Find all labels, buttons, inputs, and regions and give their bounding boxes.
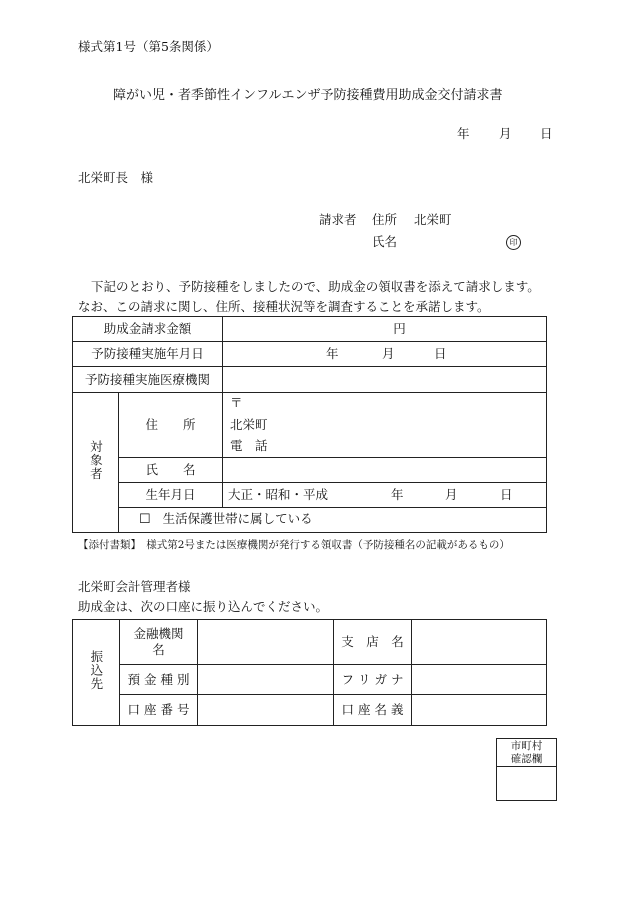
subject-phone-label: 電 話 (230, 438, 268, 453)
welfare-checkbox[interactable]: ☐ (139, 512, 151, 528)
date-year: 年 (457, 126, 470, 141)
account-holder-cell[interactable] (412, 695, 547, 726)
transfer-side-cell (73, 620, 120, 726)
furigana-cell[interactable] (412, 665, 547, 695)
institution-row (73, 367, 547, 393)
vaccination-month: 月 (382, 346, 395, 361)
branch-cell[interactable] (412, 620, 547, 665)
welfare-label: 生活保護世帯に属している (162, 511, 313, 527)
subject-town: 北栄町 (230, 417, 268, 432)
birth-day: 日 (500, 487, 513, 502)
amount-cell[interactable] (223, 317, 547, 342)
body-paragraph: 下記のとおり、予防接種をしましたので、助成金の領収書を添えて請求します。なお、この請求に関し、住所、接種状況等を調査することを承諾します。 (78, 279, 540, 314)
subject-address-row (73, 393, 547, 458)
account-number-cell[interactable] (198, 695, 334, 726)
date-month: 月 (499, 126, 512, 141)
postal-mark: 〒 (230, 395, 243, 410)
subject-name-label: 氏 名 (119, 458, 223, 483)
transfer-request: 助成金は、次の口座に振り込んでください。 (78, 599, 329, 614)
vaccination-day: 日 (434, 346, 447, 361)
bank-table (72, 619, 547, 726)
subject-name-row (73, 458, 547, 483)
confirm-label-line1: 市町村 (510, 739, 543, 752)
treasurer-addressee: 北栄町会計管理者様 (78, 579, 191, 594)
furigana-label: フ リ ガ ナ (334, 665, 412, 695)
seal-mark (506, 235, 521, 250)
birth-eras: 大正・昭和・平成 (228, 487, 329, 502)
institution-cell[interactable] (223, 367, 547, 393)
subject-address-label: 住 所 (119, 393, 223, 458)
vaccination-date-cell[interactable] (223, 342, 547, 367)
birth-month: 月 (445, 487, 458, 502)
subject-label: 対象者 (88, 440, 104, 481)
vaccination-date-label: 予防接種実施年月日 (73, 342, 223, 367)
subject-address-cell[interactable] (223, 393, 547, 458)
date-day: 日 (540, 126, 553, 141)
document-title: 障がい児・者季節性インフルエンザ予防接種費用助成金交付請求書 (113, 88, 503, 103)
confirm-header-row (497, 739, 557, 767)
bank-row (73, 620, 547, 665)
addressee: 北栄町長 様 (78, 170, 154, 185)
amount-label: 助成金請求金額 (73, 317, 223, 342)
transfer-side-label: 振込先 (88, 650, 104, 691)
birth-date-cell[interactable] (223, 483, 547, 508)
claimant-address-value[interactable]: 北栄町 (414, 212, 452, 227)
birth-date-label: 生年月日 (119, 483, 223, 508)
confirm-blank-row (497, 767, 557, 801)
account-number-label: 口 座 番 号 (120, 695, 198, 726)
claim-table (72, 316, 547, 533)
vaccination-year: 年 (326, 346, 339, 361)
account-number-row (73, 695, 547, 726)
bank-label: 金融機関名 (120, 620, 198, 665)
institution-label: 予防接種実施医療機関 (73, 367, 223, 393)
amount-unit: 円 (393, 321, 406, 337)
account-type-label: 預 金 種 別 (120, 665, 198, 695)
subject-label-cell (73, 393, 119, 533)
vaccination-date-row (73, 342, 547, 367)
municipal-confirm-box (496, 738, 557, 801)
subject-name-cell[interactable] (223, 458, 547, 483)
claimant-label: 請求者 (319, 212, 357, 227)
birth-date-row (73, 483, 547, 508)
amount-row (73, 317, 547, 342)
account-type-cell[interactable] (198, 665, 334, 695)
welfare-row (73, 508, 547, 533)
branch-label: 支 店 名 (334, 620, 412, 665)
confirm-label-line2: 確認欄 (510, 752, 543, 765)
claimant-address-label: 住所 (372, 212, 398, 227)
confirm-blank-cell[interactable] (497, 767, 557, 801)
form-number: 様式第1号（第5条関係） (78, 39, 219, 54)
account-holder-label: 口 座 名 義 (334, 695, 412, 726)
seal-text: 印 (509, 238, 518, 247)
welfare-cell[interactable] (119, 508, 547, 533)
account-type-row (73, 665, 547, 695)
birth-year: 年 (391, 487, 404, 502)
bank-cell[interactable] (198, 620, 334, 665)
confirm-label (497, 739, 557, 767)
claimant-name-label: 氏名 (372, 234, 398, 249)
attachment-note: 【添付書類】 様式第2号または医療機関が発行する領収書（予防接種名の記載があるもの） (78, 539, 510, 551)
